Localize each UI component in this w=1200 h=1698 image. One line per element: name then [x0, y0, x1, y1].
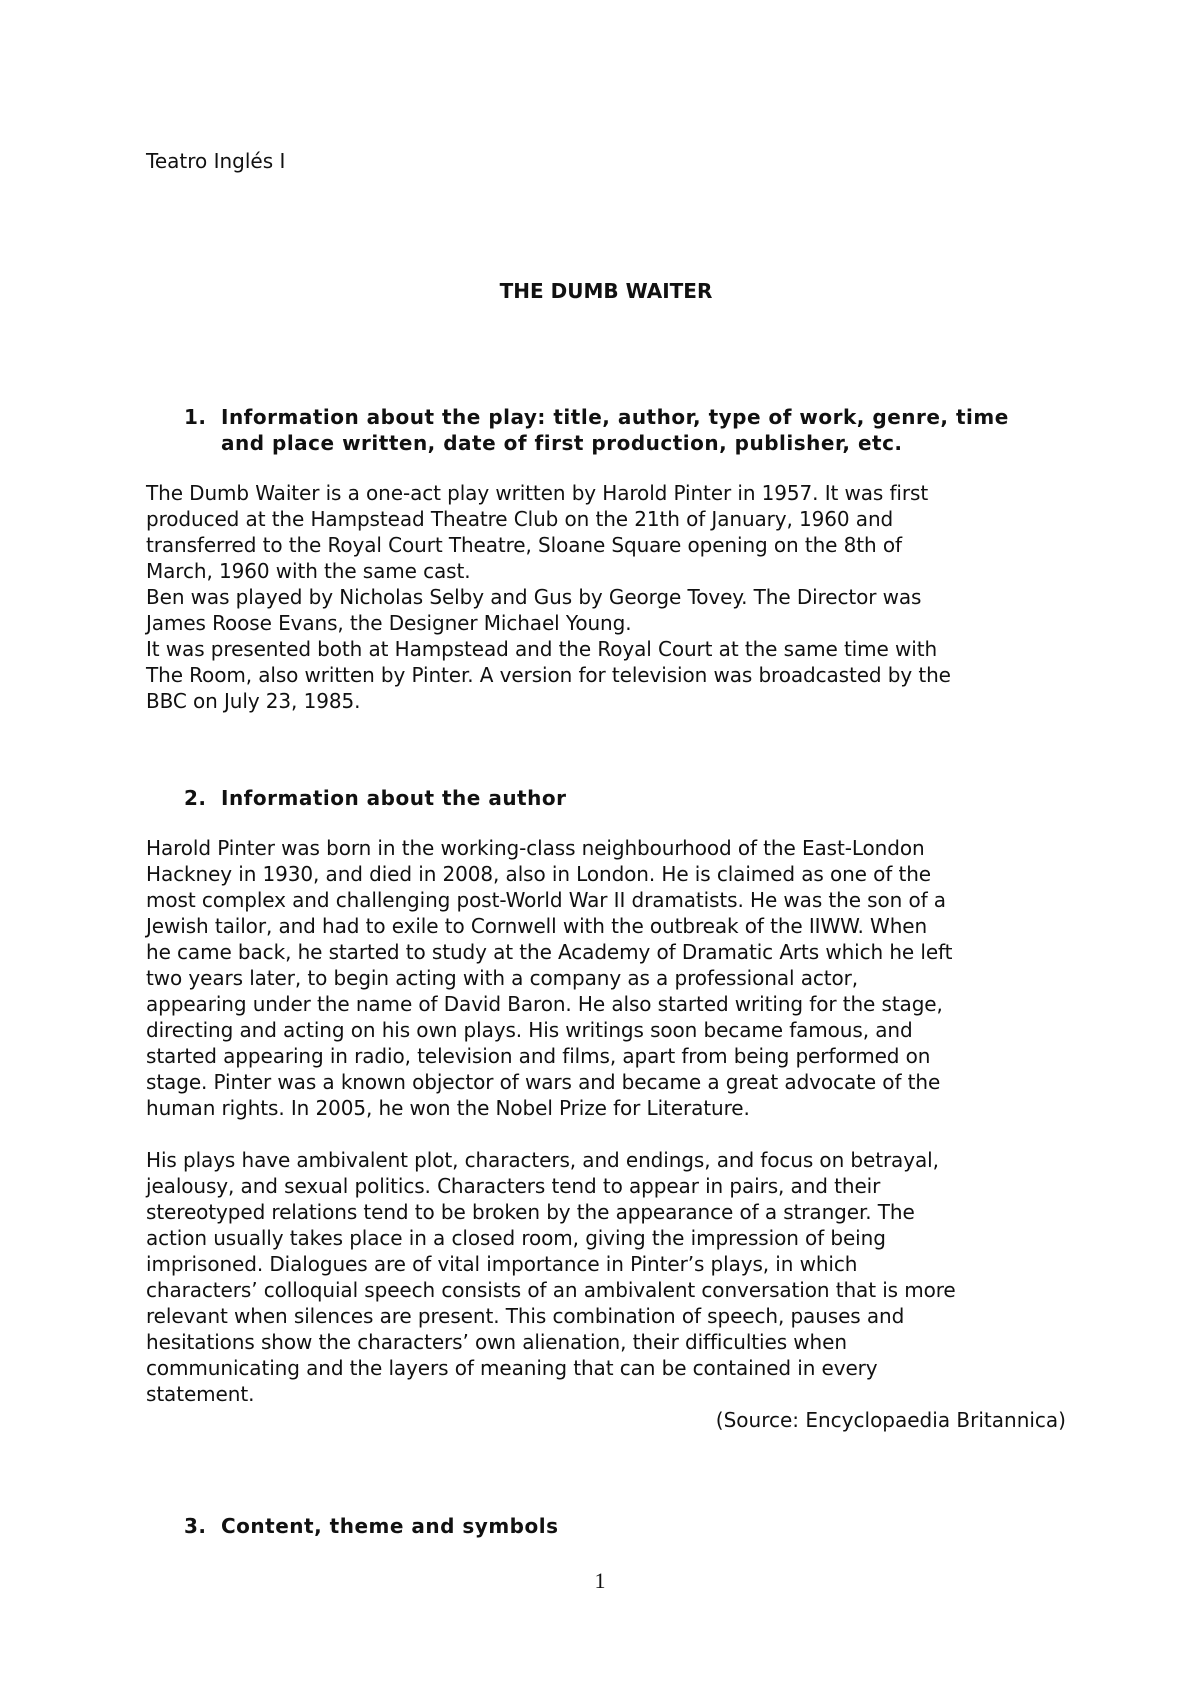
text-line: jealousy, and sexual politics. Characters tend to appear in pairs, and their [146, 1174, 881, 1198]
section-3-title [221, 1513, 1066, 1539]
text-line: It was presented both at Hampstead and the Royal Court at the same time with [146, 637, 938, 661]
section-2-paragraph-1 [146, 835, 1066, 1121]
text-line: The Room, also written by Pinter. A version for television was broadcasted by the [146, 663, 951, 687]
text-line: Ben was played by Nicholas Selby and Gus by George Tovey. The Director was [146, 585, 922, 609]
text-line: imprisoned. Dialogues are of vital importance in Pinter’s plays, in which [146, 1252, 858, 1276]
text-line: communicating and the layers of meaning that can be contained in every [146, 1356, 878, 1380]
text-line: statement. [146, 1382, 255, 1406]
text-line: The Dumb Waiter is a one-act play written by Harold Pinter in 1957. It was first [146, 481, 929, 505]
section-2-number: 2. [184, 786, 207, 810]
text-line: he came back, he started to study at the Academy of Dramatic Arts which he left [146, 940, 953, 964]
text-line: produced at the Hampstead Theatre Club on the 21th of January, 1960 and [146, 507, 894, 531]
section-3-number: 3. [184, 1514, 207, 1538]
text-line: appearing under the name of David Baron. He also started writing for the stage, [146, 992, 943, 1016]
section-1-number: 1. [184, 405, 207, 429]
section-1-heading [146, 404, 1066, 456]
text-line: characters’ colloquial speech consists of an ambivalent conversation that is more [146, 1278, 956, 1302]
text-line: James Roose Evans, the Designer Michael Young. [146, 611, 632, 635]
section-2-title-line: Information about the author [221, 786, 567, 810]
text-line: Harold Pinter was born in the working-class neighbourhood of the East-London [146, 836, 925, 860]
text-line: transferred to the Royal Court Theatre, Sloane Square opening on the 8th of [146, 533, 902, 557]
course-name: Teatro Inglés I [146, 149, 286, 173]
text-line: action usually takes place in a closed room, giving the impression of being [146, 1226, 886, 1250]
text-line: most complex and challenging post-World War II dramatists. He was the son of a [146, 888, 946, 912]
section-3-title-line: Content, theme and symbols [221, 1514, 559, 1538]
text-line: two years later, to begin acting with a company as a professional actor, [146, 966, 859, 990]
text-line: started appearing in radio, television and films, apart from being performed on [146, 1044, 931, 1068]
document-title: THE DUMB WAITER [499, 279, 713, 303]
text-line: relevant when silences are present. This combination of speech, pauses and [146, 1304, 905, 1328]
section-2-title [221, 785, 1066, 811]
section-2-paragraph-2 [146, 1147, 1066, 1407]
text-line: His plays have ambivalent plot, characters, and endings, and focus on betrayal, [146, 1148, 939, 1172]
text-line: human rights. In 2005, he won the Nobel Prize for Literature. [146, 1096, 750, 1120]
page-content [146, 148, 1066, 1539]
text-line: hesitations show the characters’ own alienation, their difficulties when [146, 1330, 847, 1354]
section-2-heading [146, 785, 1066, 811]
text-line: directing and acting on his own plays. His writings soon became famous, and [146, 1018, 913, 1042]
page-number: 1 [594, 1568, 606, 1593]
text-line: March, 1960 with the same cast. [146, 559, 471, 583]
text-line: Jewish tailor, and had to exile to Cornwell with the outbreak of the IIWW. When [146, 914, 928, 938]
source-citation: (Source: Encyclopaedia Britannica) [715, 1408, 1066, 1432]
text-line: Hackney in 1930, and died in 2008, also in London. He is claimed as one of the [146, 862, 931, 886]
text-line: stage. Pinter was a known objector of wars and became a great advocate of the [146, 1070, 941, 1094]
section-1-title [221, 404, 1066, 456]
section-1-title-line: Information about the play: title, author, type of work, genre, time [221, 405, 1009, 429]
section-1-paragraph [146, 480, 1066, 714]
text-line: stereotyped relations tend to be broken by the appearance of a stranger. The [146, 1200, 915, 1224]
section-3-heading [146, 1513, 1066, 1539]
text-line: BBC on July 23, 1985. [146, 689, 361, 713]
section-1-title-line: and place written, date of first production, publisher, etc. [221, 431, 903, 455]
